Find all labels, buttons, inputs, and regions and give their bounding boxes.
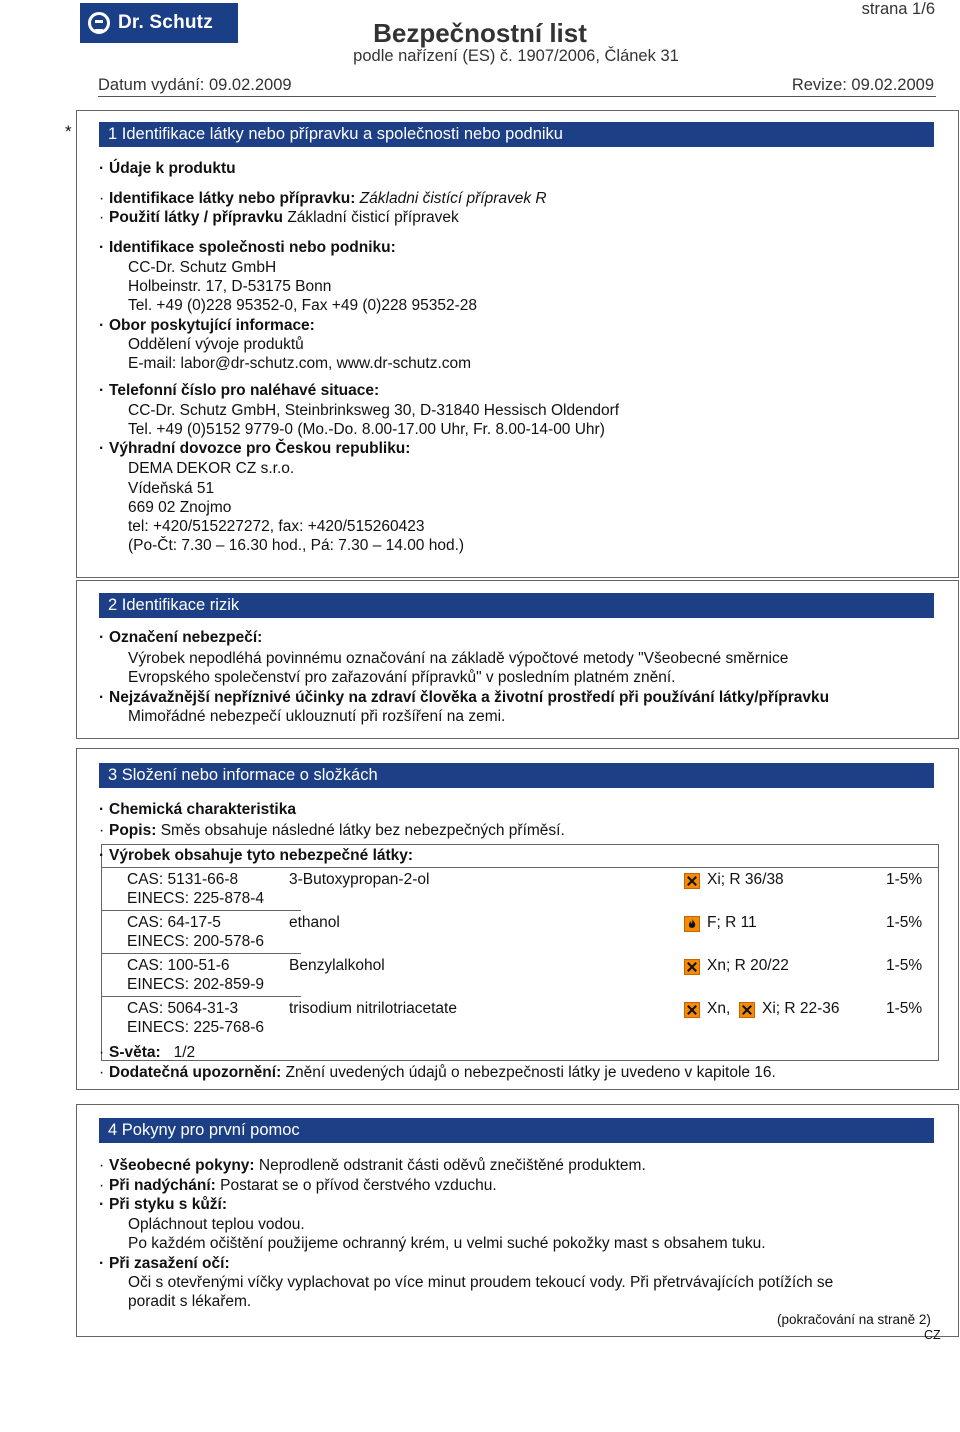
substance-name: ethanol [289,914,340,931]
hazard-designation-text-1: Výrobek nepodléhá povinnému označování na základě výpočtové metody "Všeobecné směrnice [128,650,789,667]
importer-name: DEMA DEKOR CZ s.r.o. [128,460,295,477]
concentration: 1-5% [886,871,923,888]
einecs-number: EINECS: 202-859-9 [127,976,264,993]
x-icon [684,959,700,975]
document-title: Bezpečnostní list [373,18,587,48]
concentration: 1-5% [886,914,923,931]
company-address: Holbeinstr. 17, D-53175 Bonn [128,278,332,295]
section-3-heading: 3 Složení nebo informace o složkách [99,763,934,788]
product-identification: · Identifikace látky nebo přípravku: Základni čistící přípravek R [99,190,547,207]
skin-contact-label: · Při styku s kůží: [99,1196,228,1213]
eye-contact-label: · Při zasažení očí: [99,1255,230,1272]
page-number: strana 1/6 [861,0,935,18]
importer-street: Vídeňská 51 [128,480,215,497]
hazard-designation-label: · Označení nebezpečí: [99,629,263,646]
hazard-class: F; R 11 [707,914,757,931]
hazard-designation-text-2: Evropského společenství pro zařazování přípravků" v posledním platném znění. [128,669,676,686]
info-email: E-mail: labor@dr-schutz.com, www.dr-schutz.com [128,355,472,372]
section-3 [76,748,959,1090]
importer-phone: tel: +420/515227272, fax: +420/515260423 [128,518,425,535]
substance-name: 3-Butoxypropan-2-ol [289,871,430,888]
substance-name: Benzylalkohol [289,957,385,974]
x-icon [684,1002,700,1018]
x-icon [739,1002,755,1018]
cas-number: CAS: 5064-31-3 [127,1000,239,1017]
continued-note: (pokračování na straně 2) [777,1312,931,1327]
section-2 [76,580,959,739]
cas-number: CAS: 100-51-6 [127,957,230,974]
flame-icon [684,916,700,932]
adverse-effects-label: · Nejzávažnější nepříznivé účinky na zdraví člověka a životní prostředí při používání látky/přípravku [99,689,830,706]
adverse-effects-text: Mimořádné nebezpečí uklouznutí při rozšíření na zemi. [128,708,506,725]
hazardous-substances-label: · Výrobek obsahuje tyto nebezpečné látky: [99,847,414,864]
importer-hours: (Po-Čt: 7.30 – 16.30 hod., Pá: 7.30 – 14.00 hod.) [128,537,465,554]
product-data-label: · Údaje k produktu [99,160,236,177]
hazard-class: Xn; R 20/22 [707,957,789,974]
einecs-number: EINECS: 225-878-4 [127,890,264,907]
emergency-label: · Telefonní číslo pro naléhavé situace: [99,382,380,399]
concentration: 1-5% [886,957,923,974]
logo-text: Dr. Schutz [118,12,213,33]
section-1-heading: 1 Identifikace látky nebo přípravku a společnosti nebo podniku [99,122,934,147]
hazard-class-a: Xn, [707,1000,731,1017]
importer-label: · Výhradní dovozce pro Českou republiku: [99,440,411,457]
section-2-heading: 2 Identifikace rizik [99,593,934,618]
product-name: Základni čistící přípravek R [359,190,547,207]
skin-contact-text-1: Opláchnout teplou vodou. [128,1216,305,1233]
row-divider [101,996,301,997]
cas-number: CAS: 5131-66-8 [127,871,239,888]
hazard-class: Xi; R 36/38 [707,871,784,888]
section-4-heading: 4 Pokyny pro první pomoc [99,1118,934,1143]
header-divider [98,96,936,97]
company-name: CC-Dr. Schutz GmbH [128,259,277,276]
description: · Popis: Směs obsahuje následné látky bez nebezpečných příměsí. [99,822,565,839]
emergency-address: CC-Dr. Schutz GmbH, Steinbrinksweg 30, D-31840 Hessisch Oldendorf [128,402,620,419]
row-divider [101,953,301,954]
revision-date: Revize: 09.02.2009 [791,76,934,94]
eye-contact-text-1: Oči s otevřenými víčky vyplachovat po více minut proudem tekoucí vody. Při přetrvávajících potížích se [128,1274,834,1291]
substance-name: trisodium nitrilotriacetate [289,1000,457,1017]
row-divider [101,910,301,911]
change-marker: * [65,122,72,141]
document-subtitle: podle nařízení (ES) č. 1907/2006, Článek 31 [353,47,679,65]
info-label: · Obor poskytující informace: [99,317,315,334]
importer-city: 669 02 Znojmo [128,499,232,516]
product-use: · Použití látky / přípravku Základní čisticí přípravek [99,209,459,226]
additional-notes: · Dodatečná upozornění: Znění uvedených údajů o nebezpečnosti látky je uvedeno v kapitole 16. [99,1064,776,1081]
concentration: 1-5% [886,1000,923,1017]
einecs-number: EINECS: 200-578-6 [127,933,264,950]
hazard-class-b: Xi; R 22-36 [762,1000,840,1017]
x-icon [684,873,700,889]
eye-contact-text-2: poradit s lékařem. [128,1293,252,1310]
issue-date: Datum vydání: 09.02.2009 [98,76,292,94]
language-code: CZ [924,1328,941,1342]
table-header-divider [101,867,939,868]
section-1 [76,110,959,578]
company-phone: Tel. +49 (0)228 95352-0, Fax +49 (0)228 95352-28 [128,297,477,314]
cas-number: CAS: 64-17-5 [127,914,221,931]
info-department: Oddělení vývoje produktů [128,336,304,353]
chemical-characteristics-label: · Chemická charakteristika [99,801,296,818]
s-phrase: · S-věta: 1/2 [99,1044,196,1061]
skin-contact-text-2: Po každém očištění použijeme ochranný krém, u velmi suché pokožky mast s obsahem tuku. [128,1235,766,1252]
emergency-phone: Tel. +49 (0)5152 9779-0 (Mo.-Do. 8.00-17.00 Uhr, Fr. 8.00-14-00 Uhr) [128,421,605,438]
general-advice: · Všeobecné pokyny: Neprodleně odstranit části oděvů znečištěné produktem. [99,1157,646,1174]
einecs-number: EINECS: 225-768-6 [127,1019,264,1036]
inhalation-advice: · Při nadýchání: Postarat se o přívod čerstvého vzduchu. [99,1177,497,1194]
section-4 [76,1104,959,1337]
company-label: · Identifikace společnosti nebo podniku: [99,239,396,256]
